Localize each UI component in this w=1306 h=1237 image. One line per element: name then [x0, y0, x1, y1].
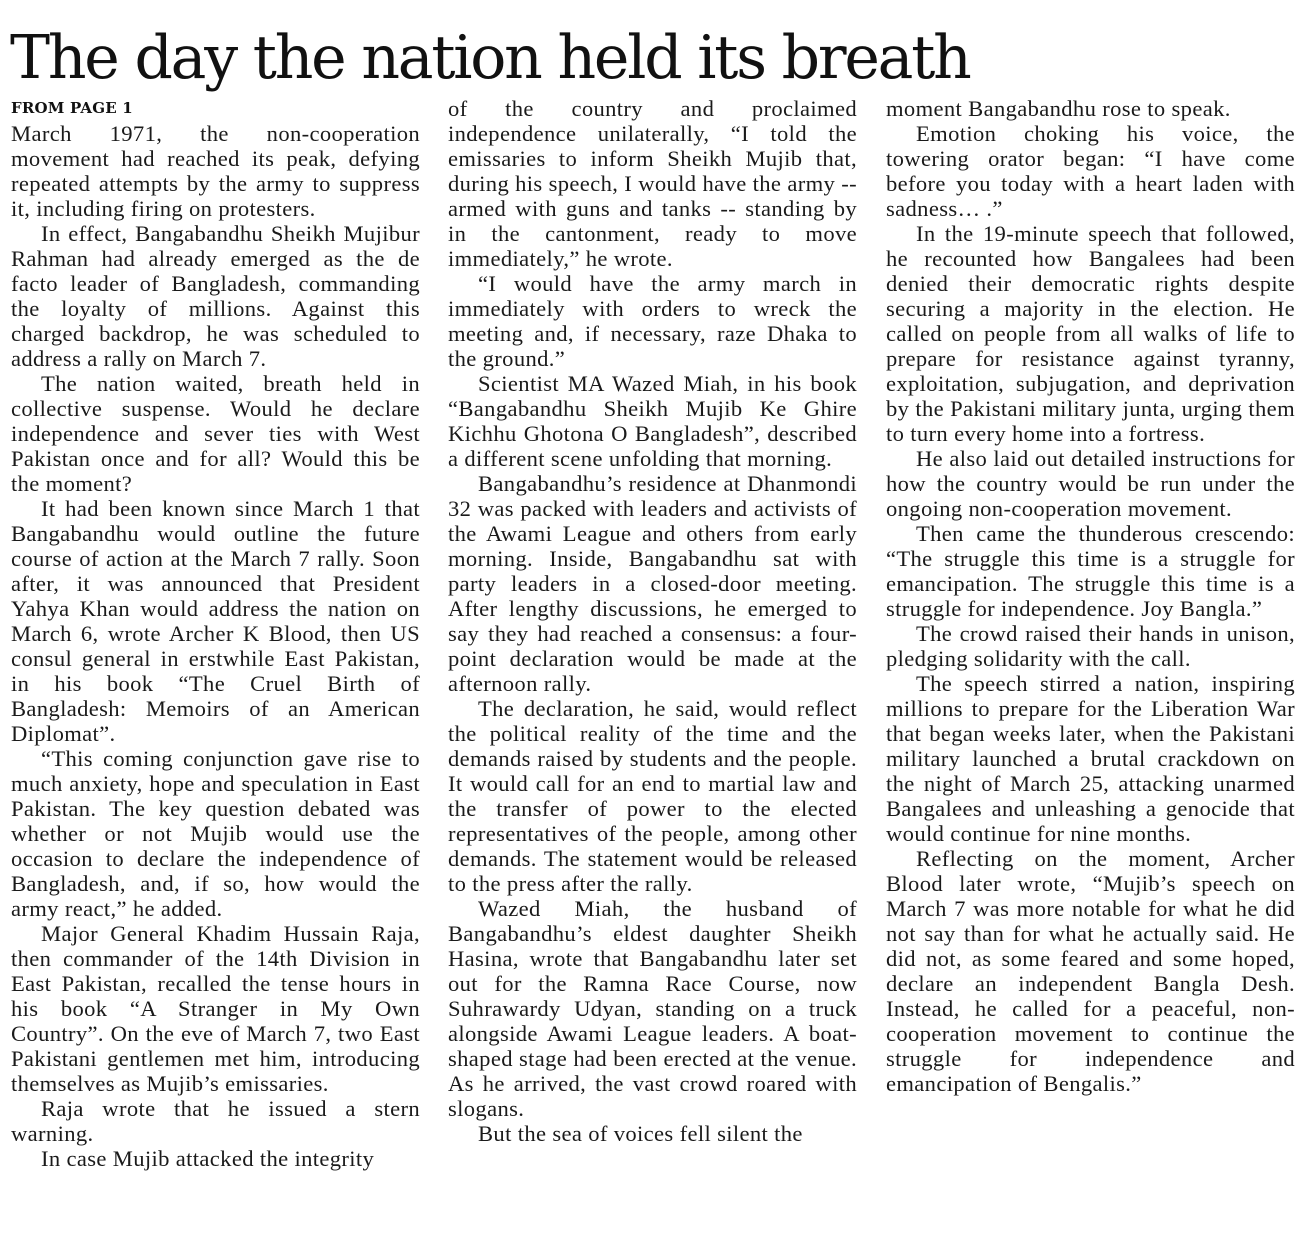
paragraph: In the 19-minute speech that followed, he recounted how Bangalees had been denied their democratic rights despite securing a majority in the election. He called on people from all walks of life to prepare for resistance against tyranny, exploitation, subjugation, and deprivation by the Pakistani military junta, urging them to turn every home into a fortress. — [886, 221, 1295, 446]
paragraph: March 1971, the non-cooperation movement had reached its peak, defying repeated attempts by the army to suppress it, including firing on protesters. — [11, 121, 420, 221]
article-column-3 — [886, 96, 1295, 1096]
paragraph: The speech stirred a nation, inspiring millions to prepare for the Liberation War that began weeks later, when the Pakistani military launched a brutal crackdown on the night of March 25, attacking unarmed Bangalees and unleashing a genocide that would continue for nine months. — [886, 671, 1295, 846]
article-column-1 — [11, 96, 420, 1171]
paragraph: Emotion choking his voice, the towering orator began: “I have come before you today with a heart laden with sadness… .” — [886, 121, 1295, 221]
paragraph: Bangabandhu’s residence at Dhanmondi 32 was packed with leaders and activists of the Awami League and others from early morning. Inside, Bangabandhu sat with party leaders in a closed-door meeting. After lengthy discussions, he emerged to say they had reached a consensus: a four-point declaration would be made at the afternoon rally. — [448, 471, 857, 696]
paragraph: But the sea of voices fell silent the — [478, 1121, 803, 1146]
paragraph: “I would have the army march in immediately with orders to wreck the meeting and, if necessary, raze Dhaka to the ground.” — [448, 271, 857, 371]
paragraph: Wazed Miah, the husband of Bangabandhu’s eldest daughter Sheikh Hasina, wrote that Bangabandhu later set out for the Ramna Race Course, now Suhrawardy Udyan, standing on a truck alongside Awami League leaders. A boat-shaped stage had been erected at the venue. As he arrived, the vast crowd roared with slogans. — [448, 896, 857, 1121]
paragraph: Scientist MA Wazed Miah, in his book “Bangabandhu Sheikh Mujib Ke Ghire Kichhu Ghotona O Bangladesh”, described a different scene unfolding that morning. — [448, 371, 857, 471]
paragraph: The crowd raised their hands in unison, pledging solidarity with the call. — [886, 621, 1295, 671]
paragraph: Raja wrote that he issued a stern warning. — [11, 1096, 420, 1146]
paragraph: In case Mujib attacked the integrity — [41, 1146, 375, 1171]
kicker: FROM PAGE 1 — [11, 99, 133, 117]
paragraph: Then came the thunderous crescendo: “The struggle this time is a struggle for emancipation. The struggle this time is a struggle for independence. Joy Bangla.” — [886, 521, 1295, 621]
paragraph: He also laid out detailed instructions for how the country would be run under the ongoing non-cooperation movement. — [886, 446, 1295, 521]
article-column-2 — [448, 96, 857, 1146]
paragraph: The declaration, he said, would reflect the political reality of the time and the demands raised by students and the people. It would call for an end to martial law and the transfer of power to the elected representatives of the people, among other demands. The statement would be released to the press after the rally. — [448, 696, 857, 896]
paragraph: Major General Khadim Hussain Raja, then commander of the 14th Division in East Pakistan, recalled the tense hours in his book “A Stranger in My Own Country”. On the eve of March 7, two East Pakistani gentlemen met him, introducing themselves as Mujib’s emissaries. — [11, 921, 420, 1096]
paragraph: The nation waited, breath held in collective suspense. Would he declare independence and sever ties with West Pakistan once and for all? Would this be the moment? — [11, 371, 420, 496]
paragraph: In effect, Bangabandhu Sheikh Mujibur Rahman had already emerged as the de facto leader of Bangladesh, commanding the loyalty of millions. Against this charged backdrop, he was scheduled to address a rally on March 7. — [11, 221, 420, 371]
paragraph: moment Bangabandhu rose to speak. — [886, 96, 1231, 121]
paragraph: of the country and proclaimed independence unilaterally, “I told the emissaries to inform Sheikh Mujib that, during his speech, I would have the army -- armed with guns and tanks -- standing by in the cantonment, ready to move immediately,” he wrote. — [448, 96, 857, 271]
headline: The day the nation held its breath — [10, 23, 970, 93]
paragraph: Reflecting on the moment, Archer Blood later wrote, “Mujib’s speech on March 7 was more notable for what he did not say than for what he actually said. He did not, as some feared and some hoped, declare an independent Bangla Desh. Instead, he called for a peaceful, non-cooperation movement to continue the struggle for independence and emancipation of Bengalis.” — [886, 846, 1295, 1096]
paragraph: “This coming conjunction gave rise to much anxiety, hope and speculation in East Pakistan. The key question debated was whether or not Mujib would use the occasion to declare the independence of Bangladesh, and, if so, how would the army react,” he added. — [11, 746, 420, 921]
paragraph: It had been known since March 1 that Bangabandhu would outline the future course of action at the March 7 rally. Soon after, it was announced that President Yahya Khan would address the nation on March 6, wrote Archer K Blood, then US consul general in erstwhile East Pakistan, in his book “The Cruel Birth of Bangladesh: Memoirs of an American Diplomat”. — [11, 496, 420, 746]
